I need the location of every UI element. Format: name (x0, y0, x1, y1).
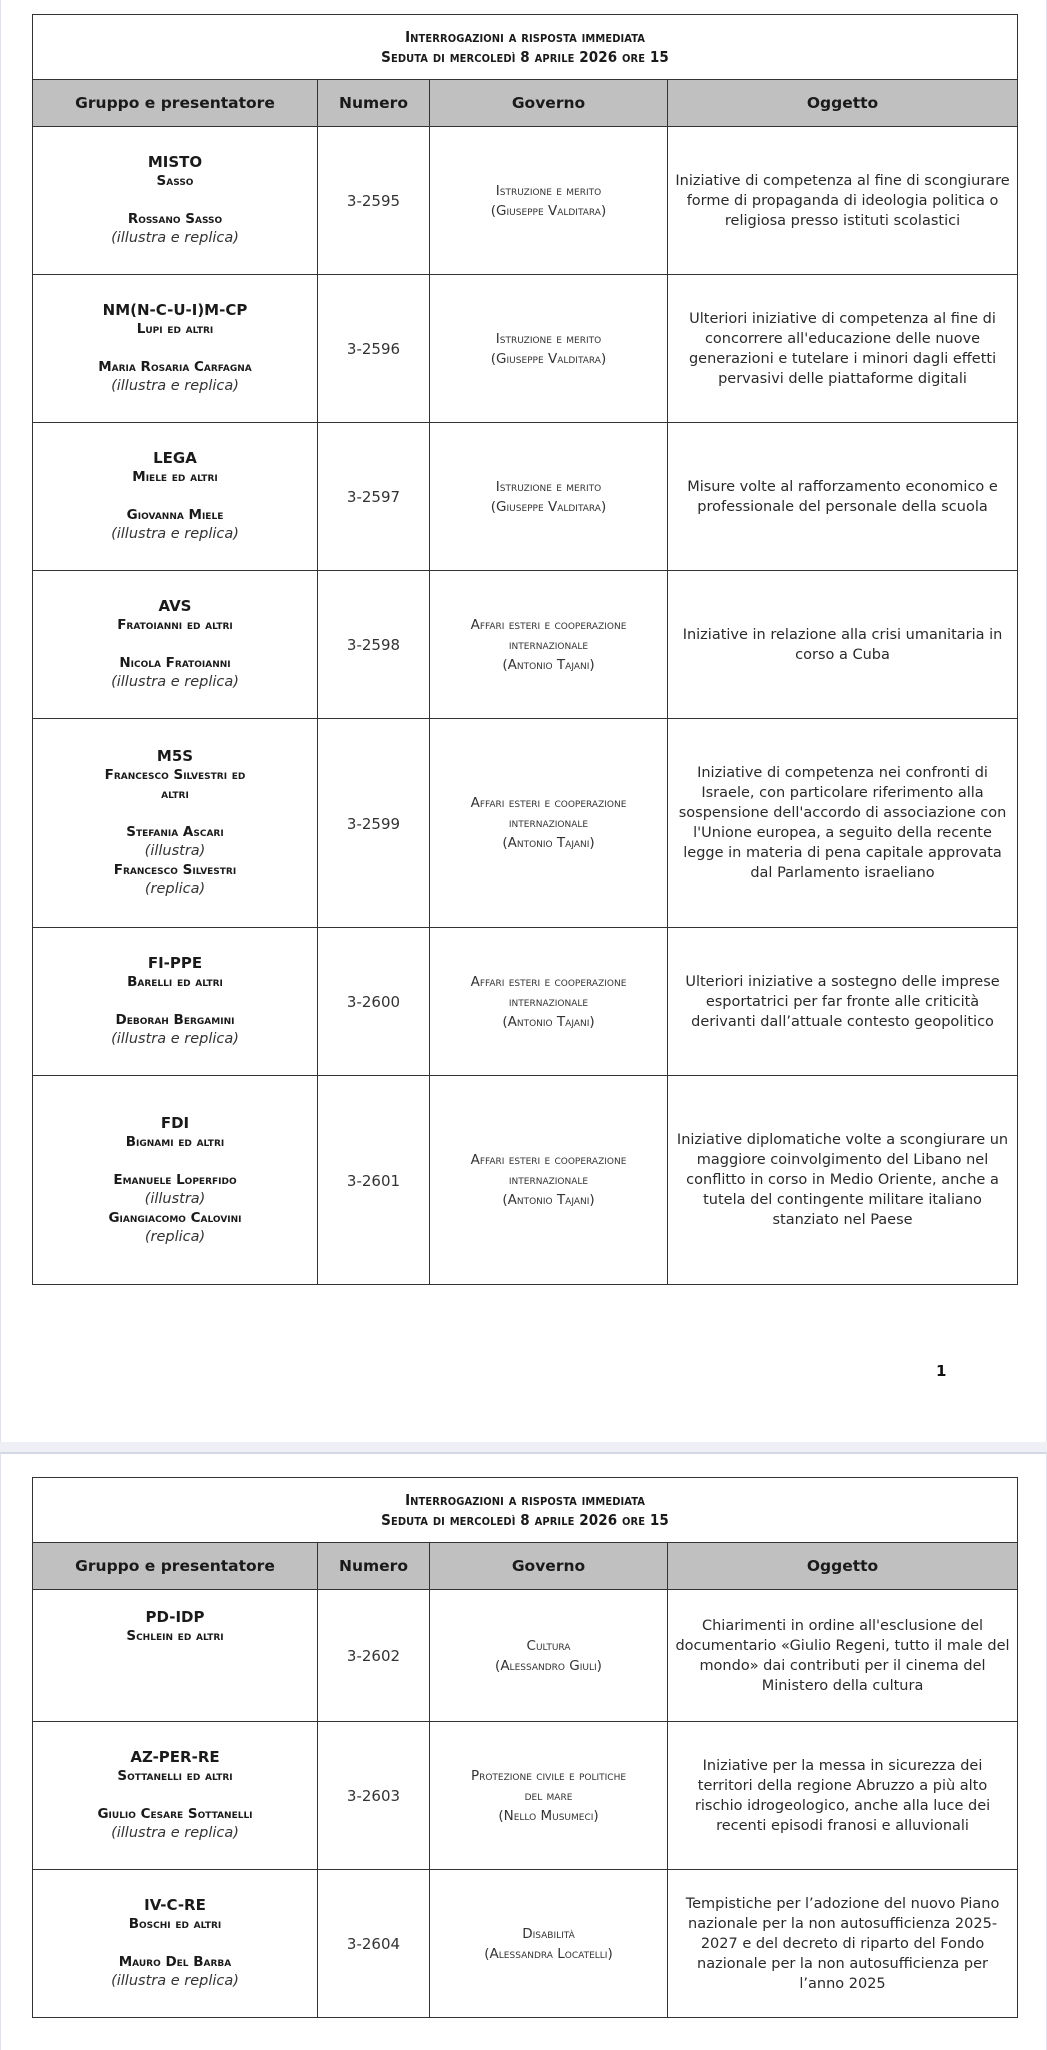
subject-text: Ulteriori iniziative a sostegno delle imprese esportatrici per far fronte alle criticità derivanti dall’attuale contesto geopolitico (685, 973, 1000, 1030)
column-header-subject: Oggetto (668, 80, 1018, 127)
subject-cell (668, 1722, 1018, 1870)
number-cell (318, 1590, 430, 1722)
question-number: 3-2596 (346, 340, 401, 358)
subject-cell (668, 1076, 1018, 1285)
speaker-role: (illustra e replica) (111, 1825, 239, 1841)
speaker-role: (illustra e replica) (111, 526, 239, 542)
table-title (33, 15, 1018, 80)
speaker-name: Stefania Ascari (126, 824, 224, 840)
page-number: 1 (936, 1362, 947, 1380)
group-cell (33, 275, 318, 423)
speaker-role: (illustra e replica) (111, 378, 239, 394)
government-line: (Giuseppe Valditara) (490, 350, 607, 367)
subject-cell (668, 423, 1018, 571)
session-date: Seduta di mercoledì 8 aprile 2026 ore 15 (381, 48, 669, 66)
table-row (33, 719, 1018, 928)
column-header-group: Gruppo e presentatore (33, 1543, 318, 1590)
government-line: (Nello Musumeci) (498, 1807, 599, 1824)
speaker-role: (illustra) (144, 843, 206, 859)
number-cell (318, 1870, 430, 2018)
government-line: (Antonio Tajani) (502, 1192, 595, 1208)
group-name: NM(N-C-U-I)M-CP (102, 301, 248, 319)
government-line: (Giuseppe Valditara) (490, 498, 607, 515)
government-line: (Alessandro Giuli) (495, 1657, 602, 1674)
question-number: 3-2603 (346, 1787, 401, 1805)
subject-text: Iniziative di competenza nei confronti di Israele, con particolare riferimento alla sospensione dell'accordo di associazione con l'Unione europea, a seguito della recente legge in materia di pena capitale approvata dal Parlamento israeliano (678, 765, 1007, 881)
speaker-role: (illustra e replica) (111, 674, 239, 690)
group-name: LEGA (153, 449, 197, 467)
group-cell (33, 1722, 318, 1870)
signers: Schlein ed altri (126, 1628, 224, 1644)
subject-text: Ulteriori iniziative di competenza al fine di concorrere all'educazione delle nuove generazioni e tutelare i minori dagli effetti pervasivi delle piattaforme digitali (688, 310, 997, 387)
government-cell (430, 1870, 668, 2018)
subject-cell (668, 127, 1018, 275)
speaker-name: Giovanna Miele (126, 507, 224, 523)
government-cell (430, 1722, 668, 1870)
government-cell (430, 719, 668, 928)
signers: Sasso (156, 173, 194, 189)
group-name: AVS (158, 597, 192, 615)
speaker-role: (illustra e replica) (111, 230, 239, 246)
government-line: (Antonio Tajani) (502, 835, 595, 851)
group-cell (33, 719, 318, 928)
speaker-role: (illustra) (144, 1190, 206, 1207)
subject-text: Tempistiche per l’adozione del nuovo Piano nazionale per la non autosufficienza 2025-2027 e del decreto di riparto del Fondo nazionale per la non autosufficienza per l’anno 2025 (685, 1895, 1000, 1992)
column-header-government: Governo (430, 80, 668, 127)
question-number: 3-2597 (346, 488, 401, 506)
document-page-2 (0, 1452, 1047, 2050)
speaker-name: Giulio Cesare Sottanelli (97, 1806, 253, 1822)
subject-cell (668, 928, 1018, 1076)
government-line: Affari esteri e cooperazione (470, 973, 627, 990)
group-name: PD-IDP (145, 1608, 205, 1626)
number-cell (318, 275, 430, 423)
government-line: Affari esteri e cooperazione (470, 1152, 627, 1168)
speaker-name: Francesco Silvestri (113, 862, 237, 878)
session-date: Seduta di mercoledì 8 aprile 2026 ore 15 (381, 1511, 669, 1529)
signers: Miele ed altri (132, 469, 218, 485)
page-separator (0, 1442, 1047, 1452)
title: Interrogazioni a risposta immediata (405, 28, 645, 46)
government-line: (Alessandra Locatelli) (484, 1945, 613, 1962)
speaker-name: Deborah Bergamini (115, 1012, 235, 1028)
column-header-subject: Oggetto (668, 1543, 1018, 1590)
number-cell (318, 1076, 430, 1285)
group-cell (33, 571, 318, 719)
government-line: (Antonio Tajani) (502, 1013, 595, 1030)
number-cell (318, 928, 430, 1076)
government-line: Istruzione e merito (495, 182, 602, 199)
question-number: 3-2604 (346, 1935, 401, 1953)
government-cell (430, 275, 668, 423)
government-cell (430, 127, 668, 275)
subject-text: Iniziative per la messa in sicurezza dei territori della regione Abruzzo a più alto rischio idrogeologico, anche alla luce dei recenti episodi franosi e alluvionali (694, 1757, 991, 1834)
speaker-role: (replica) (144, 881, 206, 897)
government-line: Affari esteri e cooperazione (470, 616, 627, 633)
speaker-name: Giangiacomo Calovini (108, 1209, 242, 1226)
subject-cell (668, 719, 1018, 928)
speaker-role: (illustra e replica) (111, 1973, 239, 1989)
number-cell (318, 719, 430, 928)
government-cell (430, 423, 668, 571)
group-name: MISTO (147, 153, 203, 171)
speaker-name: Mauro Del Barba (118, 1954, 232, 1970)
signers: Boschi ed altri (128, 1916, 222, 1932)
column-header-number: Numero (318, 80, 430, 127)
speaker-name: Nicola Fratoianni (119, 655, 231, 671)
signers: Barelli ed altri (127, 974, 223, 990)
table-row (33, 127, 1018, 275)
number-cell (318, 1722, 430, 1870)
questions-table (32, 14, 1018, 1285)
group-cell (33, 1590, 318, 1722)
government-line: internazionale (508, 993, 589, 1010)
government-line: Cultura (526, 1637, 571, 1654)
group-cell (33, 1076, 318, 1285)
government-line: (Giuseppe Valditara) (490, 202, 607, 219)
questions-table (32, 1477, 1018, 2018)
column-header-government: Governo (430, 1543, 668, 1590)
group-name: FDI (160, 1113, 190, 1132)
group-name: IV-C-RE (144, 1896, 206, 1914)
column-header-number: Numero (318, 1543, 430, 1590)
table-row (33, 275, 1018, 423)
subject-cell (668, 571, 1018, 719)
table-row (33, 928, 1018, 1076)
table-row (33, 1870, 1018, 2018)
subject-text: Iniziative in relazione alla crisi umanitaria in corso a Cuba (682, 626, 1003, 663)
group-cell (33, 127, 318, 275)
signers: Bignami ed altri (125, 1133, 225, 1150)
subject-cell (668, 1590, 1018, 1722)
group-cell (33, 423, 318, 571)
government-line: internazionale (508, 636, 589, 653)
government-line: del mare (524, 1787, 573, 1804)
question-number: 3-2601 (346, 1171, 401, 1190)
number-cell (318, 571, 430, 719)
header-row (33, 80, 1018, 127)
table-row (33, 1722, 1018, 1870)
signers: Fratoianni ed altri (117, 617, 233, 633)
table-row (33, 423, 1018, 571)
subject-cell (668, 275, 1018, 423)
group-name: FI-PPE (147, 954, 203, 972)
subject-text: Iniziative di competenza al fine di scongiurare forme di propaganda di ideologia politica o religiosa presso istituti scolastici (675, 172, 1010, 229)
title: Interrogazioni a risposta immediata (405, 1491, 645, 1509)
table-title (33, 1478, 1018, 1543)
government-cell (430, 1076, 668, 1285)
group-cell (33, 928, 318, 1076)
government-line: Istruzione e merito (495, 478, 602, 495)
government-line: (Antonio Tajani) (502, 656, 595, 673)
question-number: 3-2599 (346, 814, 401, 833)
government-line: Protezione civile e politiche (470, 1767, 627, 1784)
government-line: Disabilità (522, 1925, 575, 1942)
table-row (33, 571, 1018, 719)
government-line: internazionale (508, 1172, 589, 1188)
government-line: Affari esteri e cooperazione (470, 795, 627, 811)
signers: Sottanelli ed altri (117, 1768, 233, 1784)
header-row (33, 1543, 1018, 1590)
speaker-name: Rossano Sasso (127, 211, 223, 227)
signers: Lupi ed altri (136, 321, 214, 337)
number-cell (318, 127, 430, 275)
table-row (33, 1590, 1018, 1722)
government-cell (430, 571, 668, 719)
group-cell (33, 1870, 318, 2018)
number-cell (318, 423, 430, 571)
subject-text: Iniziative diplomatiche volte a scongiurare un maggiore coinvolgimento del Libano nel conflitto in corso in Medio Oriente, anche a tutela del contingente militare italiano stanziato nel Paese (676, 1132, 1009, 1228)
government-line: internazionale (508, 815, 589, 831)
subject-text: Chiarimenti in ordine all'esclusione del documentario «Giulio Regeni, tutto il male del mondo» dai contributi per il cinema del Ministero della cultura (675, 1617, 1010, 1694)
speaker-name: Emanuele Loperfido (113, 1171, 237, 1188)
subject-text: Misure volte al rafforzamento economico e professionale del personale della scuola (687, 478, 998, 515)
government-cell (430, 928, 668, 1076)
government-cell (430, 1590, 668, 1722)
speaker-role: (replica) (144, 1228, 206, 1245)
speaker-name: Maria Rosaria Carfagna (98, 359, 252, 375)
question-number: 3-2595 (346, 192, 401, 210)
speaker-role: (illustra e replica) (111, 1031, 239, 1047)
question-number: 3-2600 (346, 993, 401, 1011)
question-number: 3-2602 (346, 1647, 401, 1665)
government-line: Istruzione e merito (495, 330, 602, 347)
group-name: AZ-PER-RE (130, 1748, 220, 1766)
signers: Francesco Silvestri ed (104, 767, 246, 783)
column-header-group: Gruppo e presentatore (33, 80, 318, 127)
signers: altri (161, 786, 189, 802)
table-row (33, 1076, 1018, 1285)
group-name: M5S (156, 747, 194, 765)
subject-cell (668, 1870, 1018, 2018)
question-number: 3-2598 (346, 636, 401, 654)
